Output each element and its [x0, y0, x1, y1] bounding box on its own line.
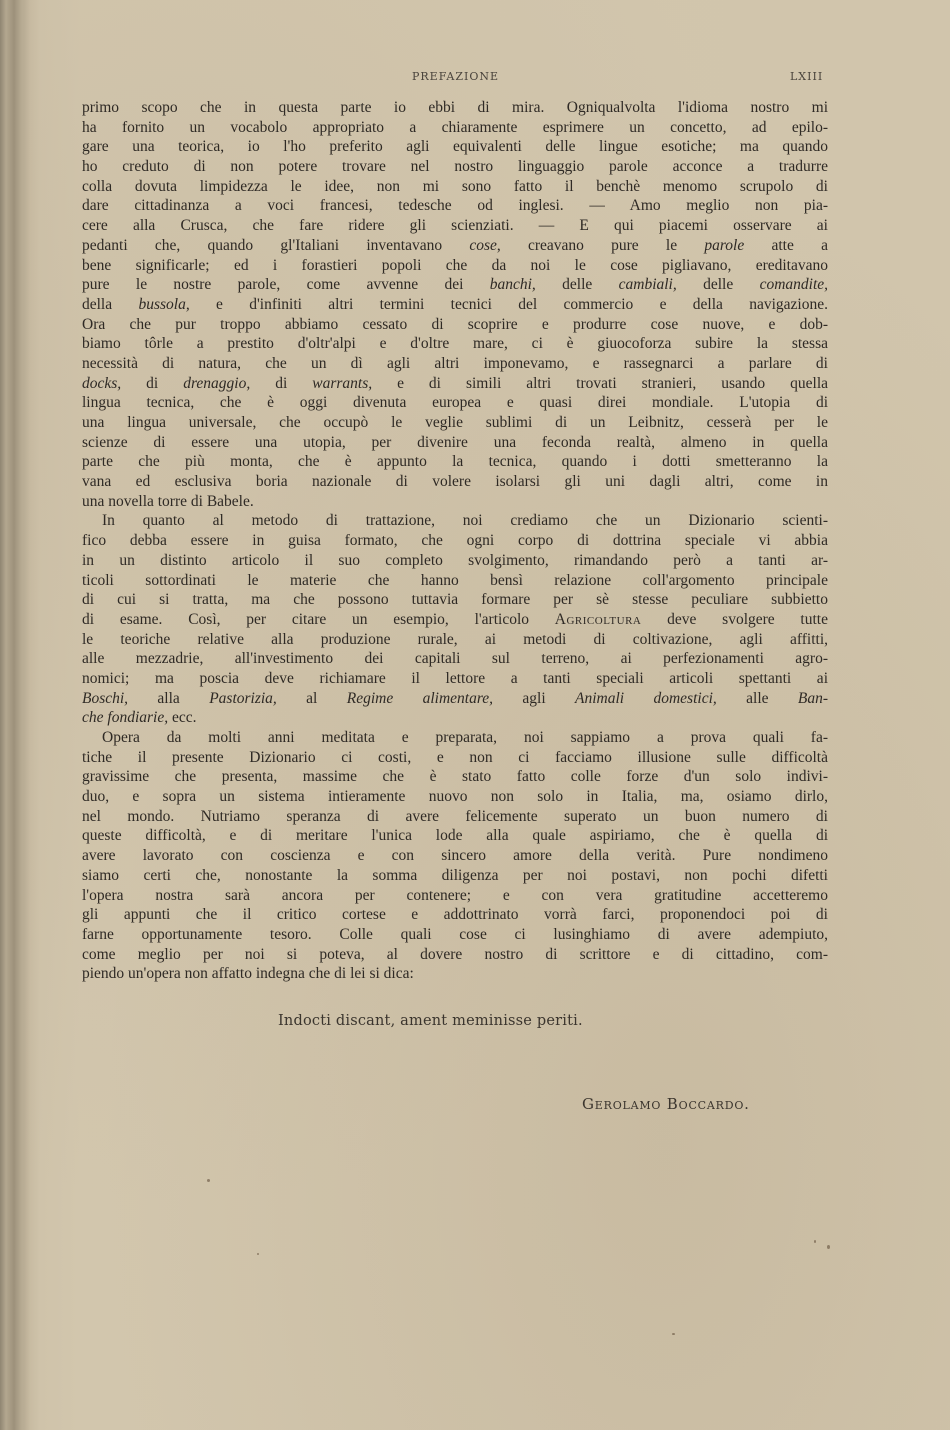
text-line: una novella torre di Babele.	[82, 492, 254, 510]
text-line: queste difficoltà, e di meritare l'unica lode alla quale aspiriamo, che è quella di	[82, 827, 828, 845]
italic-term: Ban-	[797, 689, 829, 707]
text-line: gli appunti che il critico cortese e addottrinato vorrà farci, proponendoci poi di	[82, 906, 828, 924]
text-line: ha fornito un vocabolo appropriato a chiaramente esprimere un concetto, ad epilo-	[82, 118, 828, 136]
paper-spot	[827, 1245, 830, 1249]
text-line: fico debba essere in guisa formato, che ogni corpo di dottrina speciale vi abbia	[82, 532, 828, 550]
running-title: PREFAZIONE	[412, 70, 499, 83]
page-binding-edge	[0, 0, 30, 1430]
text-line: di esame. Così, per citare un esempio, l'articolo Agricoltura deve svolgere tutte	[82, 610, 828, 628]
text-line: cere alla Crusca, che fare ridere gli scienziati. — E qui piacemi osservare ai	[82, 217, 828, 235]
text-line: come meglio per noi si poteva, al dovere nostro di scrittore e di cittadino, com-	[82, 945, 828, 963]
italic-term: banchi,	[489, 276, 536, 294]
text-line: avere lavorato con coscienza e con sincero amore della verità. Pure nondimeno	[82, 847, 828, 865]
text-line: lingua tecnica, che è oggi divenuta europea e quasi direi mondiale. L'utopia di	[82, 394, 828, 412]
text-line: gravissime che presenta, massime che è stato fatto colle forze d'un solo indivi-	[82, 768, 828, 786]
italic-term: comandite,	[759, 276, 829, 294]
paper-spot	[814, 1240, 816, 1243]
italic-term: bussola,	[138, 295, 190, 313]
text-line: docks, di drenaggio, di warrants, e di simili altri trovati stranieri, usando quella	[82, 374, 829, 392]
text-line: una lingua universale, che occupò le veglie sublimi di un Leibnitz, cesserà per le	[82, 414, 828, 431]
text-line: Opera da molti anni meditata e preparata, noi sappiamo a prova quali fa-	[102, 729, 828, 746]
text-line: gare una teorica, io l'ho preferito agli equivalenti delle lingue esotiche; ma quando	[82, 138, 828, 156]
text-line: nel mondo. Nutriamo speranza di avere felicemente superato un buon numero di	[82, 807, 828, 825]
text-line: di cui si tratta, ma che possono tuttavia formare per sè stesse peculiare subbietto	[82, 591, 828, 609]
text-line: farne opportunamente tesoro. Colle quali cose ci lusinghiamo di avere adempiuto,	[82, 925, 828, 943]
italic-term: Animali domestici,	[575, 689, 717, 707]
italic-term: Regime alimentare,	[346, 689, 494, 707]
author-signature: Gerolamo Boccardo.	[582, 1095, 750, 1113]
text-line: l'opera nostra sarà ancora per contenere; e con vera gratitudine accetteremo	[82, 886, 828, 904]
text-line: In quanto al metodo di trattazione, noi crediamo che un Dizionario scienti-	[102, 512, 828, 530]
text-line: le teoriche relative alla produzione rurale, ai metodi di coltivazione, agli affitti,	[82, 630, 828, 648]
paper-spot	[672, 1333, 675, 1335]
paper-spot	[207, 1179, 210, 1182]
text-line: biamo tôrle a prestito d'oltr'alpi e d'oltre mare, ci è giuocoforza subire la stessa	[82, 335, 828, 353]
text-line: necessità di natura, che un dì agli altri imponevamo, e rassegnarci a parlare di	[82, 354, 828, 372]
text-line: bene significarle; ed i forastieri popoli che da noi le cose pigliavano, ereditavano	[82, 256, 828, 274]
italic-term: docks,	[82, 374, 122, 392]
text-line: pedanti che, quando gl'Italiani inventavano cose, creavano pure le parole atte a	[82, 236, 828, 254]
preface-body-text	[82, 98, 828, 984]
text-line: alle mezzadrie, all'investimento dei capitali sul terreno, ai perfezionamenti agro-	[82, 650, 828, 668]
italic-term: Boschi,	[82, 689, 129, 707]
page-number: LXIII	[790, 70, 824, 83]
text-line: della bussola, e d'infiniti altri termini tecnici del commercio e della navigazione.	[82, 295, 828, 313]
text-line: siamo certi che, nonostante la somma diligenza per noi postavi, non pochi difetti	[82, 866, 828, 884]
text-line: primo scopo che in questa parte io ebbi di mira. Ogniqualvolta l'idioma nostro mi	[82, 99, 828, 116]
text-line: Ora che pur troppo abbiamo cessato di scoprire e produrre cose nuove, e dob-	[82, 315, 828, 333]
italic-term: Pastorizia,	[209, 689, 277, 707]
text-line: Boschi, alla Pastorizia, al Regime alimentare, agli Animali domestici, alle Ban-	[82, 689, 829, 707]
text-line: scienze di essere una utopia, per divenire una feconda realtà, almeno in quella	[82, 433, 828, 451]
text-line: dare cittadinanza a voci francesi, tedesche od inglesi. — Amo meglio non pia-	[82, 197, 828, 215]
text-line: ticoli sottordinati le materie che hanno bensì relazione coll'argomento principale	[82, 571, 828, 589]
text-line: che fondiarie, ecc.	[82, 709, 197, 727]
text-line: nomici; ma poscia deve richiamare il lettore a tanti speciali articoli spettanti ai	[82, 669, 828, 687]
italic-term: che fondiarie,	[82, 709, 169, 727]
paper-spot	[257, 1253, 259, 1255]
text-line: vana ed esclusiva boria nazionale di volere isolarsi gli uni dagli altri, come in	[82, 473, 828, 491]
text-line: duo, e sopra un sistema intieramente nuovo non solo in Italia, ma, osiamo dirlo,	[82, 788, 828, 806]
italic-term: cambiali,	[618, 276, 677, 294]
text-line: parte che più monta, che è appunto la tecnica, quando i dotti smetteranno la	[82, 453, 828, 471]
italic-term: warrants,	[312, 374, 373, 392]
small-caps-term: Agricoltura	[554, 610, 642, 628]
italic-term: drenaggio,	[183, 374, 251, 392]
page-header	[0, 70, 950, 88]
text-line: pure le nostre parole, come avvenne dei banchi, delle cambiali, delle comandite,	[82, 276, 829, 294]
text-line: tiche il presente Dizionario ci costi, e non ci facciamo illusione sulle difficoltà	[82, 748, 828, 766]
italic-term: parole	[704, 236, 745, 254]
latin-motto: Indocti discant, ament meminisse periti.	[278, 1013, 583, 1029]
text-line: ho creduto di non potere trovare nel nostro linguaggio parole acconce a tradurre	[82, 158, 828, 176]
text-line: in un distinto articolo il suo completo svolgimento, rimandando però a tanti ar-	[82, 551, 828, 569]
text-line: colla dovuta limpidezza le idee, non mi sono fatto il benchè menomo scrupolo di	[82, 177, 828, 195]
italic-term: cose	[469, 236, 497, 254]
text-line: piendo un'opera non affatto indegna che di lei si dica:	[82, 965, 414, 983]
